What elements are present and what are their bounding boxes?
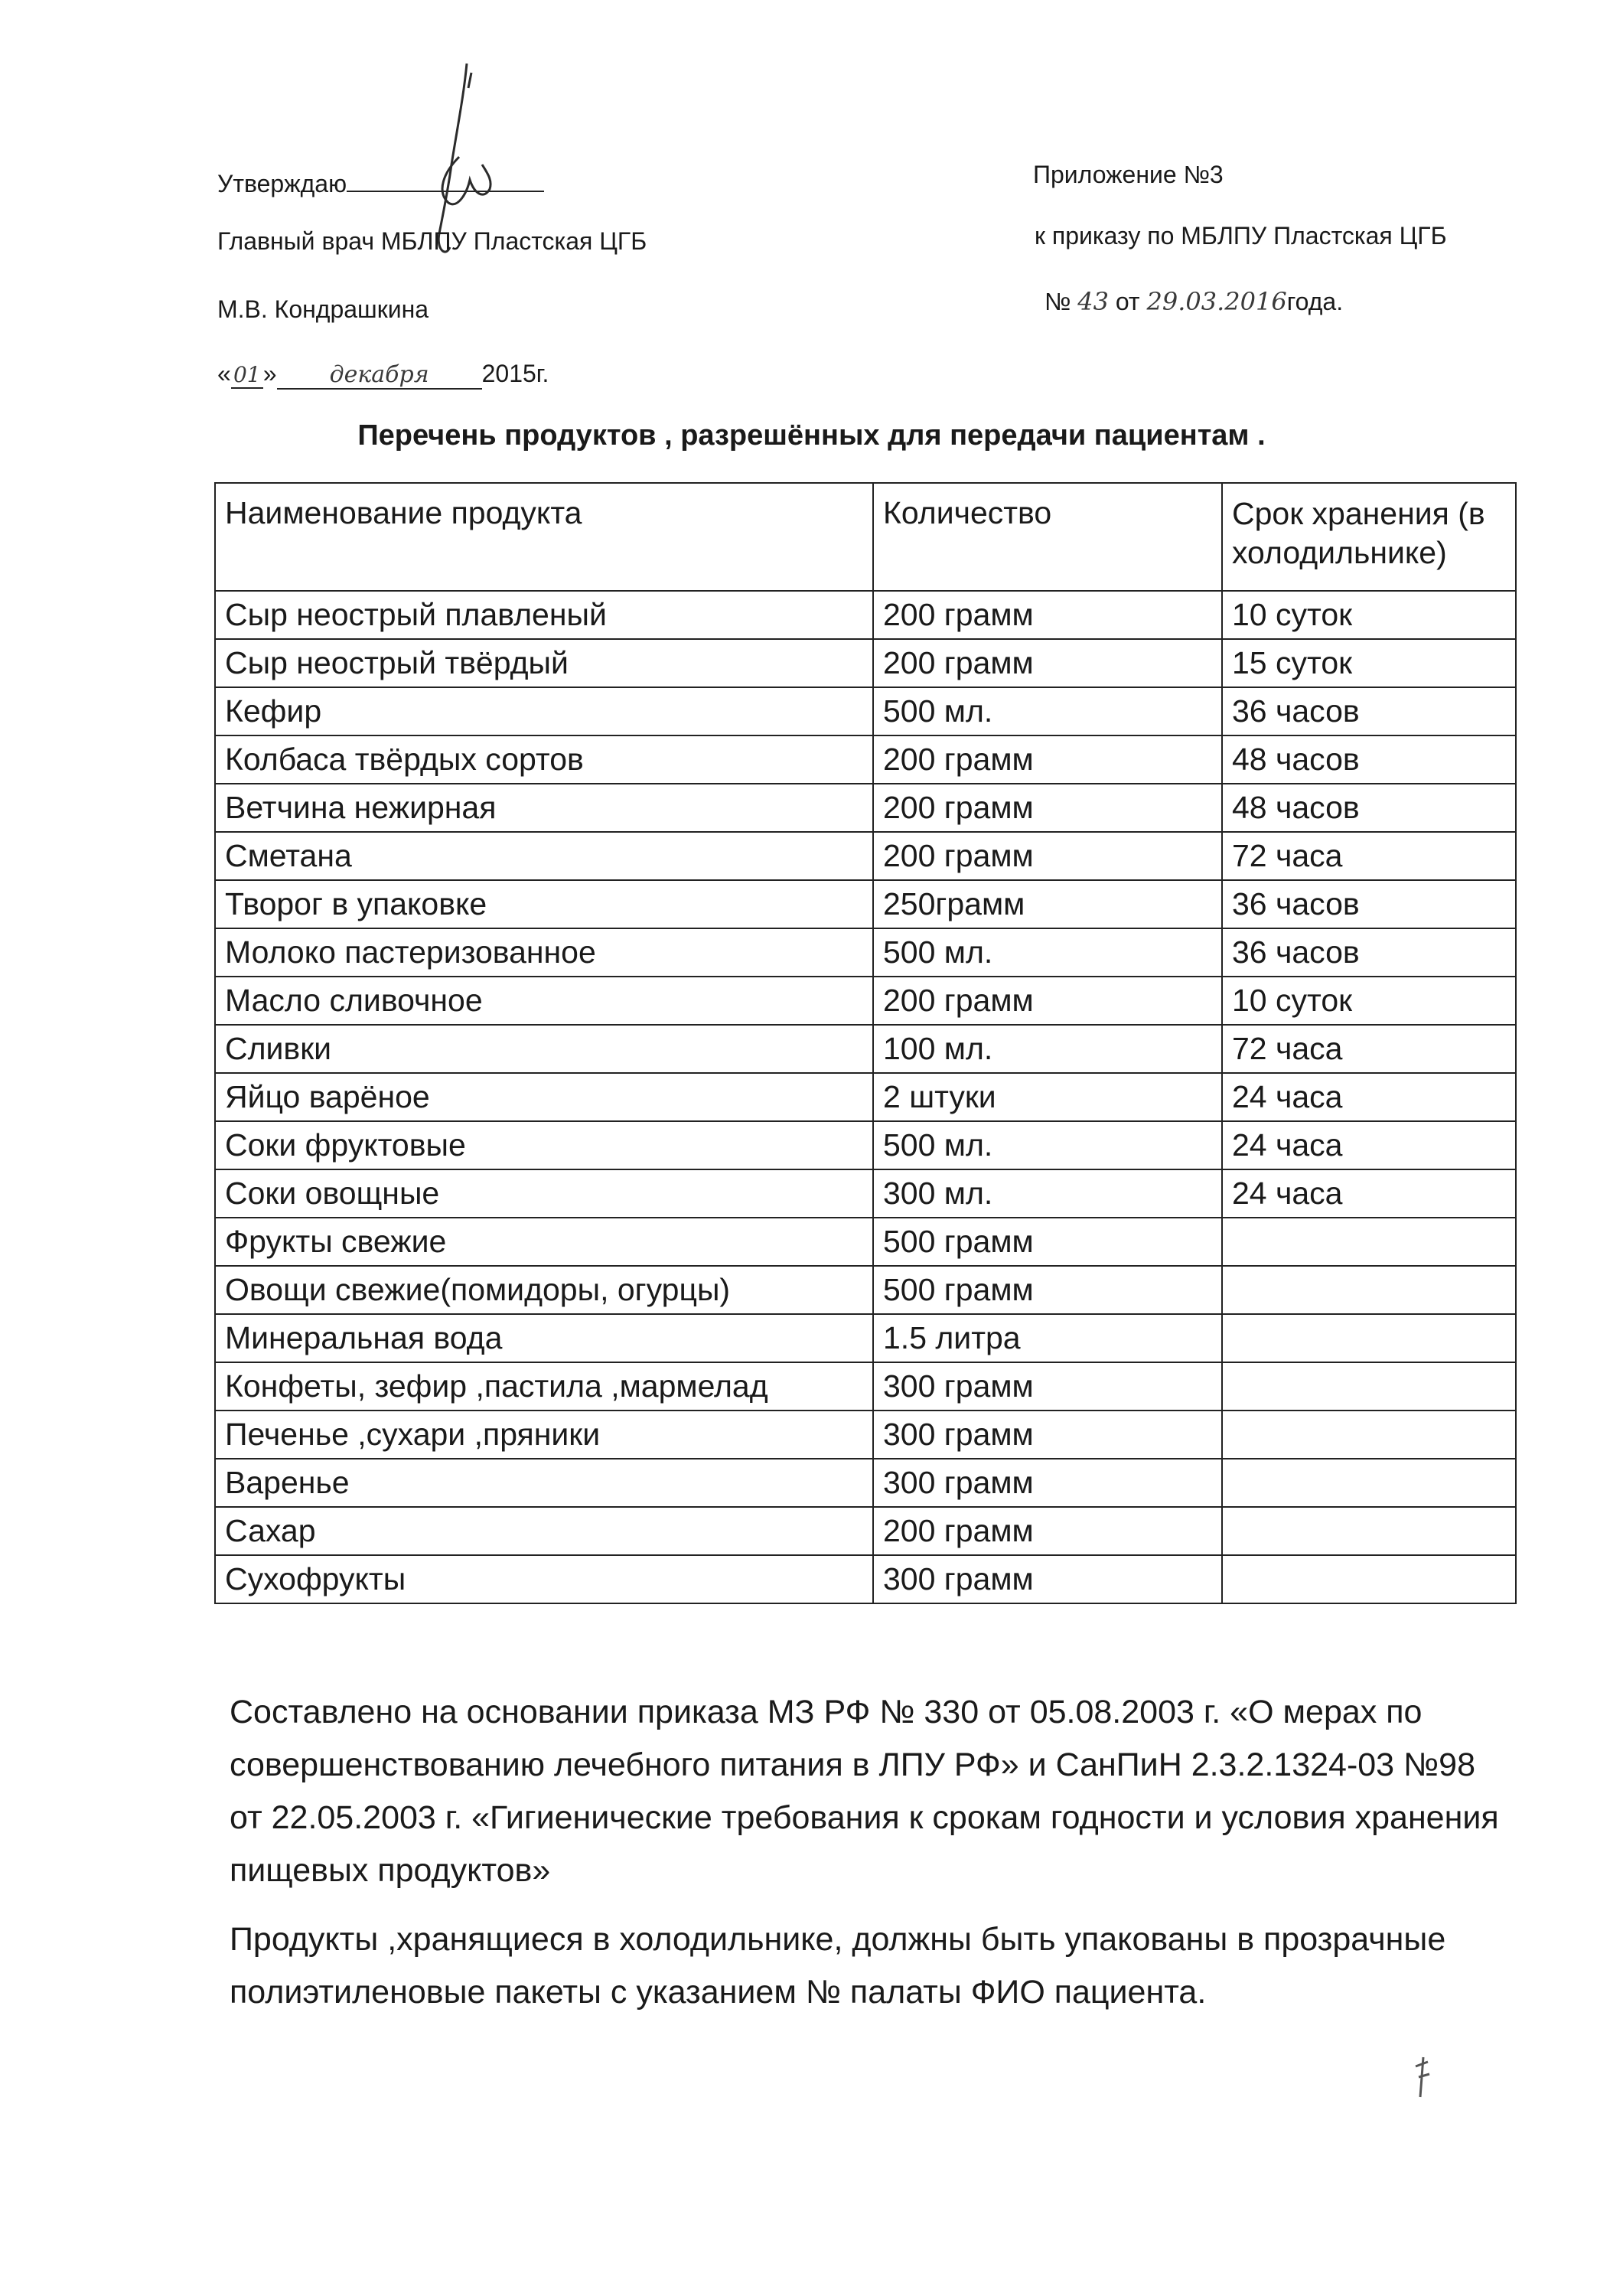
- appendix-title: Приложение №3: [1033, 161, 1224, 188]
- cell-quantity: 200 грамм: [873, 832, 1222, 880]
- cell-shelf-life: 10 суток: [1222, 977, 1516, 1025]
- cell-shelf-life: 24 часа: [1222, 1073, 1516, 1121]
- cell-product-name: Конфеты, зефир ,пастила ,мармелад: [215, 1362, 873, 1411]
- cell-shelf-life: [1222, 1459, 1516, 1507]
- cell-shelf-life: [1222, 1555, 1516, 1603]
- cell-product-name: Ветчина нежирная: [215, 784, 873, 832]
- document-title: Перечень продуктов , разрешённых для передачи пациентам .: [357, 419, 1266, 452]
- cell-quantity: 500 грамм: [873, 1218, 1222, 1266]
- cell-quantity: 200 грамм: [873, 784, 1222, 832]
- table-row: [215, 880, 1516, 928]
- date-day: 01: [231, 362, 263, 389]
- cell-shelf-life: [1222, 1314, 1516, 1362]
- cell-product-name: Печенье ,сухари ,пряники: [215, 1411, 873, 1459]
- table-row: [215, 1314, 1516, 1362]
- cell-quantity: 300 мл.: [873, 1169, 1222, 1218]
- cell-quantity: 500 грамм: [873, 1266, 1222, 1314]
- cell-product-name: Сыр неострый плавленый: [215, 591, 873, 639]
- table-header-row: [215, 483, 1516, 591]
- table-row: [215, 1555, 1516, 1603]
- cell-shelf-life: [1222, 1362, 1516, 1411]
- header-product-name: Наименование продукта: [215, 483, 873, 591]
- table-row: [215, 1362, 1516, 1411]
- header-quantity: Количество: [873, 483, 1222, 591]
- table-row: [215, 1121, 1516, 1169]
- cell-shelf-life: 36 часов: [1222, 687, 1516, 735]
- table-row: [215, 735, 1516, 784]
- table-row: [215, 1459, 1516, 1507]
- cell-product-name: Сливки: [215, 1025, 873, 1073]
- number-prefix: №: [1045, 288, 1071, 315]
- cell-shelf-life: 24 часа: [1222, 1169, 1516, 1218]
- cell-quantity: 300 грамм: [873, 1362, 1222, 1411]
- cell-shelf-life: 10 суток: [1222, 591, 1516, 639]
- cell-quantity: 500 мл.: [873, 1121, 1222, 1169]
- table-row: [215, 639, 1516, 687]
- header-shelf-life: Срок хранения (в холодильнике): [1222, 483, 1516, 591]
- order-number: 43: [1077, 287, 1109, 316]
- date-open-quote: «: [217, 360, 231, 387]
- cell-shelf-life: [1222, 1411, 1516, 1459]
- cell-shelf-life: 24 часа: [1222, 1121, 1516, 1169]
- date-close-quote: »: [262, 360, 277, 387]
- table-row: [215, 1411, 1516, 1459]
- approve-label: Утверждаю: [217, 170, 347, 197]
- cell-shelf-life: [1222, 1507, 1516, 1555]
- table-row: [215, 1169, 1516, 1218]
- cell-quantity: 300 грамм: [873, 1555, 1222, 1603]
- cell-quantity: 200 грамм: [873, 735, 1222, 784]
- cell-quantity: 300 грамм: [873, 1411, 1222, 1459]
- cell-quantity: 200 грамм: [873, 591, 1222, 639]
- cell-quantity: 250грамм: [873, 880, 1222, 928]
- table-row: [215, 832, 1516, 880]
- cell-shelf-life: 48 часов: [1222, 735, 1516, 784]
- cell-quantity: 500 мл.: [873, 687, 1222, 735]
- table-row: [215, 1073, 1516, 1121]
- appendix-number-line: [1045, 287, 1343, 316]
- table-body: [215, 591, 1516, 1603]
- year-suffix: года.: [1286, 288, 1344, 315]
- cell-quantity: 200 грамм: [873, 1507, 1222, 1555]
- cell-product-name: Фрукты свежие: [215, 1218, 873, 1266]
- cell-product-name: Сыр неострый твёрдый: [215, 639, 873, 687]
- cell-product-name: Овощи свежие(помидоры, огурцы): [215, 1266, 873, 1314]
- cell-shelf-life: 72 часа: [1222, 832, 1516, 880]
- packaging-note: Продукты ,хранящиеся в холодильнике, должны быть упакованы в прозрачные полиэтиленовые пакеты с указанием № палаты ФИО пациента.: [230, 1921, 1446, 2011]
- cell-product-name: Варенье: [215, 1459, 873, 1507]
- page-mark-icon: [1400, 2051, 1446, 2105]
- table-row: [215, 591, 1516, 639]
- cell-product-name: Сухофрукты: [215, 1555, 873, 1603]
- cell-product-name: Соки фруктовые: [215, 1121, 873, 1169]
- cell-shelf-life: 72 часа: [1222, 1025, 1516, 1073]
- cell-shelf-life: 15 суток: [1222, 639, 1516, 687]
- cell-product-name: Сметана: [215, 832, 873, 880]
- approval-position: Главный врач МБЛПУ Пластская ЦГБ: [217, 227, 647, 255]
- table-row: [215, 1507, 1516, 1555]
- table-row: [215, 1218, 1516, 1266]
- approval-date: [217, 360, 549, 390]
- cell-shelf-life: 36 часов: [1222, 928, 1516, 977]
- appendix-order-ref: к приказу по МБЛПУ Пластская ЦГБ: [1035, 222, 1447, 249]
- cell-shelf-life: 48 часов: [1222, 784, 1516, 832]
- cell-quantity: 200 грамм: [873, 977, 1222, 1025]
- cell-quantity: 200 грамм: [873, 639, 1222, 687]
- from-label: от: [1115, 288, 1140, 315]
- date-year: 2015г.: [481, 360, 549, 387]
- cell-product-name: Творог в упаковке: [215, 880, 873, 928]
- cell-shelf-life: [1222, 1266, 1516, 1314]
- cell-quantity: 100 мл.: [873, 1025, 1222, 1073]
- cell-quantity: 1.5 литра: [873, 1314, 1222, 1362]
- table-row: [215, 784, 1516, 832]
- cell-product-name: Масло сливочное: [215, 977, 873, 1025]
- table-row: [215, 687, 1516, 735]
- basis-note: Составлено на основании приказа МЗ РФ № 330 от 05.08.2003 г. «О мерах по совершенствованию лечебного питания в ЛПУ РФ» и СанПиН 2.3.2.1324-03 №98 от 22.05.2003 г. «Гигиенические требования к срокам годности и условия хранения пищевых продуктов»: [230, 1694, 1499, 1889]
- cell-product-name: Яйцо варёное: [215, 1073, 873, 1121]
- table-row: [215, 1025, 1516, 1073]
- cell-product-name: Соки овощные: [215, 1169, 873, 1218]
- cell-quantity: 2 штуки: [873, 1073, 1222, 1121]
- cell-product-name: Кефир: [215, 687, 873, 735]
- table-row: [215, 1266, 1516, 1314]
- table-row: [215, 928, 1516, 977]
- products-table: [214, 482, 1517, 1604]
- cell-quantity: 300 грамм: [873, 1459, 1222, 1507]
- cell-shelf-life: [1222, 1218, 1516, 1266]
- cell-shelf-life: 36 часов: [1222, 880, 1516, 928]
- cell-product-name: Молоко пастеризованное: [215, 928, 873, 977]
- cell-product-name: Минеральная вода: [215, 1314, 873, 1362]
- date-month: декабря: [277, 361, 482, 390]
- cell-product-name: Колбаса твёрдых сортов: [215, 735, 873, 784]
- cell-product-name: Сахар: [215, 1507, 873, 1555]
- cell-quantity: 500 мл.: [873, 928, 1222, 977]
- order-date: 29.03.2016: [1146, 287, 1287, 316]
- approval-name: М.В. Кондрашкина: [217, 295, 429, 323]
- table-row: [215, 977, 1516, 1025]
